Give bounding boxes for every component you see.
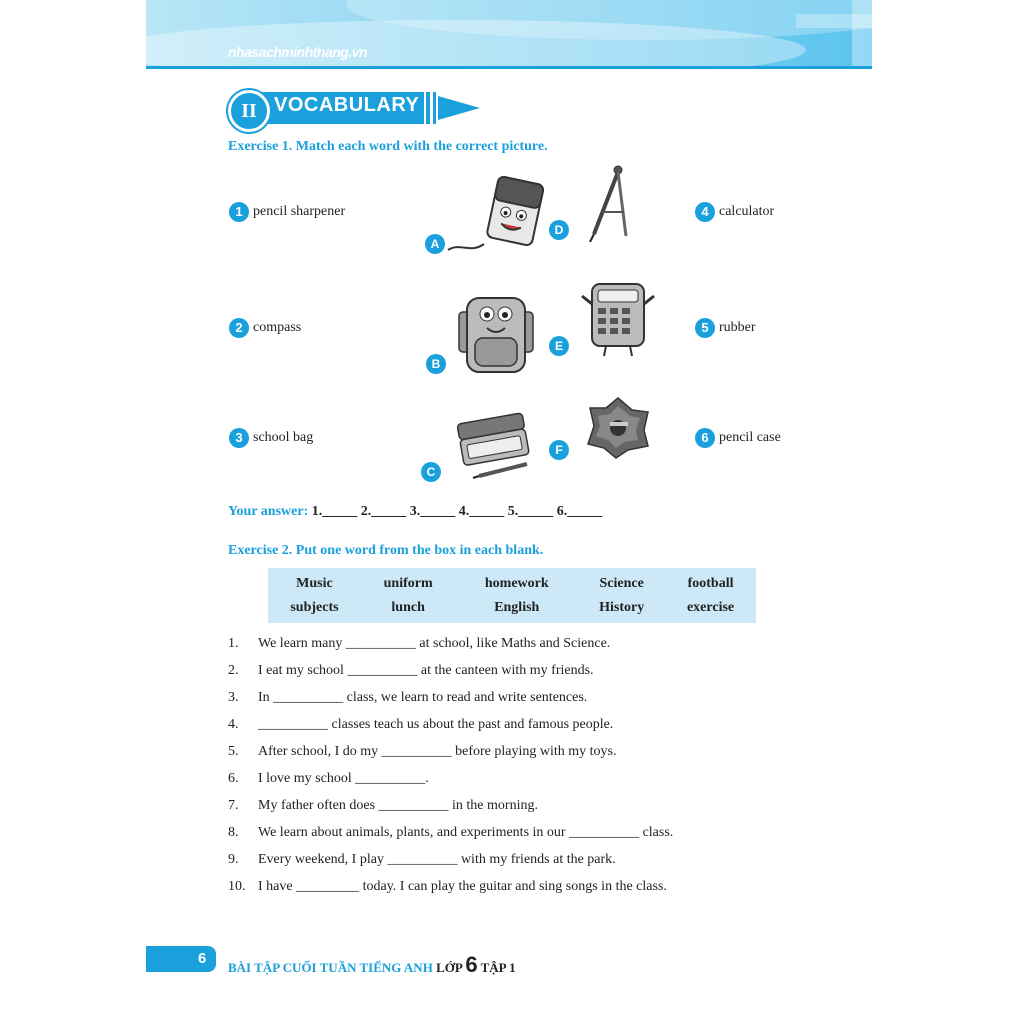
sentence-number: 6. [228,771,239,786]
sentence-number: 5. [228,744,239,759]
sentence-item [228,690,848,717]
pencil-case-icon [455,404,535,482]
answer-blanks[interactable]: 1._____ 2._____ 3._____ 4._____ 5._____ 6._____ [311,504,603,519]
word-box [268,568,756,623]
picture-letter-d: D [549,220,569,240]
footer-book-title [228,952,516,978]
sentence-text: I eat my school __________ at the canteen with my friends. [258,663,594,678]
sentence-number: 8. [228,825,239,840]
page-number: 6 [198,950,207,967]
box-word: lunch [391,600,425,615]
sentence-number: 3. [228,690,239,705]
exercise2-title: Exercise 2. Put one word from the box in each blank. [228,543,544,558]
sharpener-icon [584,394,652,460]
sentence-text: Every weekend, I play __________ with my friends at the park. [258,852,616,867]
word-number-4: 4 [695,202,715,222]
book-title: BÀI TẬP CUỐI TUẦN TIẾNG ANH [228,960,433,975]
volume-label: TẬP 1 [480,960,516,975]
answer-label: Your answer: [228,504,309,519]
site-url: nhasachminhthang.vn [228,44,368,60]
picture-letter-c: C [421,462,441,482]
school-bag-icon [455,290,537,378]
sentence-item [228,852,848,879]
word-4: calculator [719,204,775,219]
box-word: English [494,600,540,615]
box-word: football [687,576,734,591]
section-title: VOCABULARY [274,94,420,116]
box-word: homework [484,576,549,591]
sentence-text: My father often does __________ in the morning. [258,798,538,813]
word-number-1: 1 [229,202,249,222]
picture-letter-a: A [425,234,445,254]
word-2: compass [253,320,302,335]
box-word: uniform [383,576,433,591]
box-word: subjects [290,600,339,615]
eraser-icon [440,172,550,262]
sentence-item [228,825,848,852]
word-5: rubber [719,320,756,335]
word-number-5: 5 [695,318,715,338]
sentence-item [228,717,848,744]
sentence-text: In __________ class, we learn to read and write sentences. [258,690,588,705]
sentence-item [228,663,848,690]
box-word: Music [296,576,333,591]
sentence-item [228,879,848,906]
box-word: History [599,600,645,615]
word-number-6: 6 [695,428,715,448]
sentence-text: After school, I do my __________ before playing with my toys. [258,744,617,759]
section-number: II [228,90,270,132]
sentence-number: 9. [228,852,239,867]
sentence-text: __________ classes teach us about the past and famous people. [258,717,614,732]
word-number-2: 2 [229,318,249,338]
sentence-number: 2. [228,663,239,678]
word-6: pencil case [719,430,781,445]
calculator-icon [576,280,660,360]
sentence-item [228,636,848,663]
sentence-number: 10. [228,879,246,894]
picture-letter-e: E [549,336,569,356]
sentence-text: We learn many __________ at school, like Maths and Science. [258,636,611,651]
grade-number: 6 [465,952,478,977]
box-word: Science [599,576,644,591]
sentence-item [228,771,848,798]
sentence-item [228,744,848,771]
picture-letter-b: B [426,354,446,374]
sentence-text: I love my school __________. [258,771,429,786]
compass-icon [584,164,634,242]
answer-line [228,504,602,520]
sentence-number: 1. [228,636,239,651]
box-word: exercise [686,600,735,615]
sentence-text: I have _________ today. I can play the guitar and sing songs in the class. [258,879,667,894]
sentence-item [228,798,848,825]
word-3: school bag [253,430,314,445]
sentence-number: 7. [228,798,239,813]
grade-label: LỚP [436,960,463,975]
header-divider [146,66,872,69]
exercise1-title: Exercise 1. Match each word with the correct picture. [228,139,548,154]
word-number-3: 3 [229,428,249,448]
sentence-text: We learn about animals, plants, and experiments in our __________ class. [258,825,674,840]
sentence-list [228,636,848,906]
picture-letter-f: F [549,440,569,460]
word-1: pencil sharpener [253,204,346,219]
sentence-number: 4. [228,717,239,732]
